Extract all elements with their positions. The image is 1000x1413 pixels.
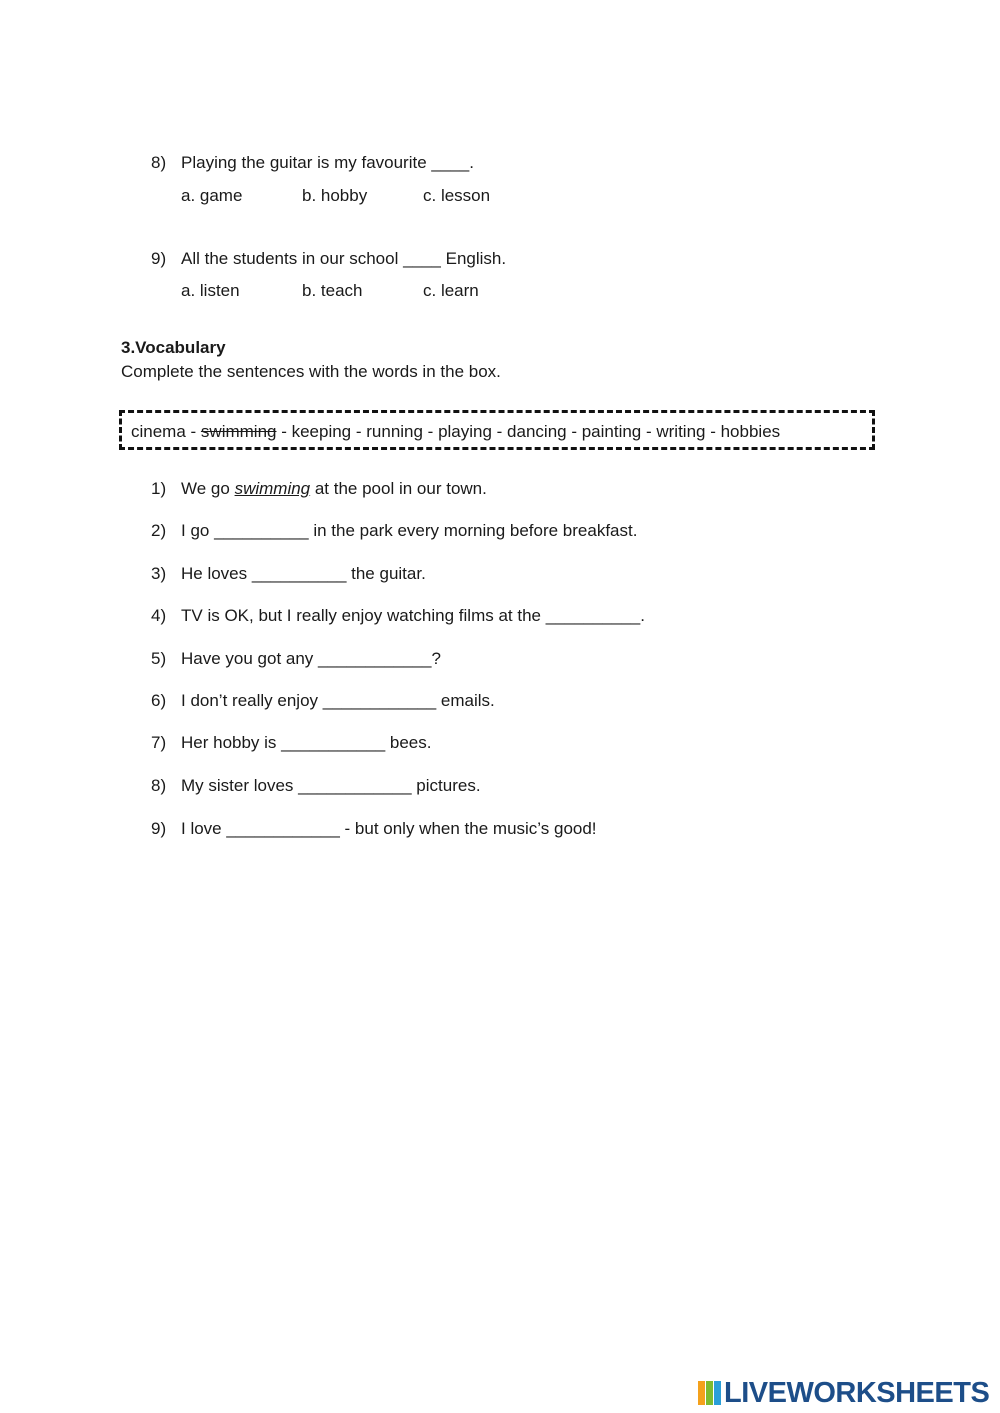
option-a[interactable]: a. listen <box>181 281 240 300</box>
item-number: 6) <box>151 691 167 710</box>
item-text-start: We go <box>181 479 235 498</box>
section-heading: 3.Vocabulary <box>121 338 226 357</box>
item-text[interactable]: Her hobby is ___________ bees. <box>181 733 432 752</box>
item-number: 3) <box>151 564 167 583</box>
item-text[interactable]: TV is OK, but I really enjoy watching films at the __________. <box>181 606 645 625</box>
option-a[interactable]: a. game <box>181 186 243 205</box>
item-number: 7) <box>151 733 167 752</box>
option-c[interactable]: c. learn <box>423 281 479 300</box>
item-number: 9) <box>151 819 167 838</box>
item-number: 2) <box>151 521 167 540</box>
question-number: 8) <box>151 153 167 172</box>
question-number: 9) <box>151 249 167 268</box>
item-number: 1) <box>151 479 167 498</box>
word-list <box>131 422 780 442</box>
question-text: Playing the guitar is my favourite ____. <box>181 153 474 172</box>
liveworksheets-logo-icon <box>698 1381 722 1405</box>
item-text[interactable]: Have you got any ____________? <box>181 649 441 668</box>
crossed-out-word: swimming <box>200 422 277 441</box>
item-text[interactable]: I don’t really enjoy ____________ emails. <box>181 691 495 710</box>
option-b[interactable]: b. hobby <box>302 186 368 205</box>
example-answer: swimming <box>234 479 311 498</box>
question-text: All the students in our school ____ English. <box>181 249 507 268</box>
liveworksheets-logo[interactable] <box>698 1377 990 1409</box>
item-text[interactable]: I love ____________ - but only when the music’s good! <box>181 819 597 838</box>
item-text[interactable]: My sister loves ____________ pictures. <box>181 776 481 795</box>
word-list-rest: - keeping - running - playing - dancing - painting - writing - hobbies <box>276 422 781 441</box>
item-text[interactable]: I go __________ in the park every morning before breakfast. <box>181 521 638 540</box>
item-text-end: at the pool in our town. <box>310 479 487 498</box>
item-number: 4) <box>151 606 167 625</box>
logo-text: LIVEWORKSHEETS <box>724 1377 990 1409</box>
option-c[interactable]: c. lesson <box>423 186 491 205</box>
item-number: 8) <box>151 776 167 795</box>
word-list-start: cinema - <box>131 422 201 441</box>
item-number: 5) <box>151 649 167 668</box>
word-box <box>119 410 875 450</box>
item-text <box>181 479 487 499</box>
section-instruction: Complete the sentences with the words in the box. <box>121 362 501 381</box>
item-text[interactable]: He loves __________ the guitar. <box>181 564 426 583</box>
option-b[interactable]: b. teach <box>302 281 363 300</box>
